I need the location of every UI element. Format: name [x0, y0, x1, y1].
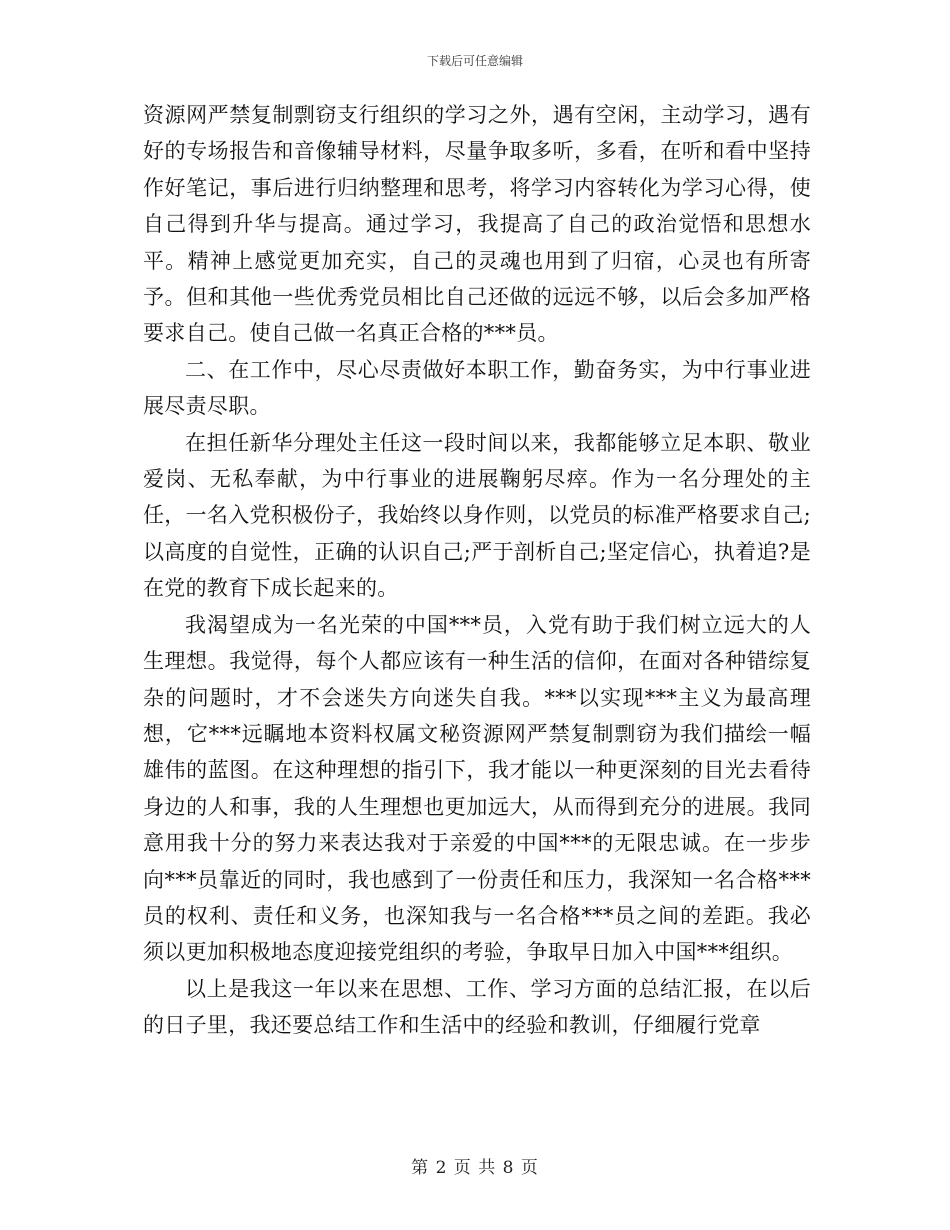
page-number: 第 2 页 共 8 页	[411, 1158, 539, 1178]
page-header-note: 下载后可任意编辑	[426, 54, 523, 68]
paragraph-3: 在担任新华分理处主任这一段时间以来，我都能够立足本职、敬业爱岗、无私奉献，为中行事业的进展鞠躬尽瘁。作为一名分理处的主任，一名入党积极份子，我始终以身作则，以党员的标准严格要求自己;以高度的自觉性，正确的认识自己;严于剖析自己;坚定信心，执着追?是在党的教育下成长起来的。	[143, 430, 811, 601]
paragraph-5: 以上是我这一年以来在思想、工作、学习方面的总结汇报，在以后的日子里，我还要总结工作和生活中的经验和教训，仔细履行党章	[143, 976, 811, 1038]
paragraph-4: 我渴望成为一名光荣的中国***员，入党有助于我们树立远大的人生理想。我觉得，每个人都应该有一种生活的信仰，在面对各种错综复杂的问题时，才不会迷失方向迷失自我。***以实现***主义为最高理想，它***远瞩地本资料权属文秘资源网严禁复制剽窃为我们描绘一幅雄伟的蓝图。在这种理想的指引下，我才能以一种更深刻的目光去看待身边的人和事，我的人生理想也更加远大，从而得到充分的进展。我同意用我十分的努力来表达我对于亲爱的中国***的无限忠诚。在一步步向***员靠近的同时，我也感到了一份责任和压力，我深知一名合格***员的权利、责任和义务，也深知我与一名合格***员之间的差距。我必须以更加积极地态度迎接党组织的考验，争取早日加入中国***组织。	[143, 612, 811, 965]
paragraph-1: 资源网严禁复制剽窃支行组织的学习之外，遇有空闲，主动学习，遇有好的专场报告和音像辅导材料，尽量争取多听，多看，在听和看中坚持作好笔记，事后进行归纳整理和思考，将学习内容转化为学习心得，使自己得到升华与提高。通过学习，我提高了自己的政治觉悟和思想水平。精神上感觉更加充实，自己的灵魂也用到了归宿，心灵也有所寄予。但和其他一些优秀党员相比自己还做的远远不够，以后会多加严格要求自己。使自己做一名真正合格的***员。	[143, 103, 811, 346]
document-body	[143, 97, 811, 1044]
paragraph-2: 二、在工作中，尽心尽责做好本职工作，勤奋务实，为中行事业进展尽责尽职。	[143, 357, 811, 419]
